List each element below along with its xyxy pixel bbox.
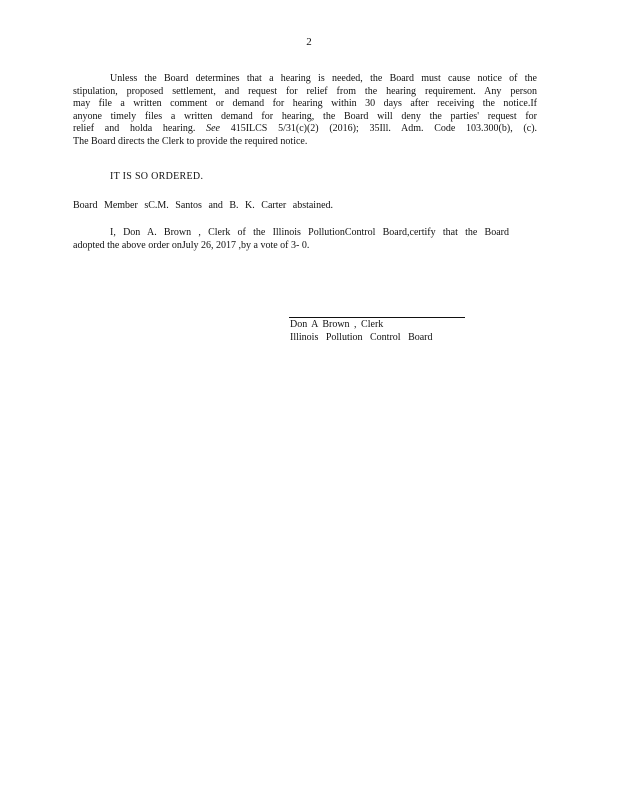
notice-line-4: anyone timely files a written demand for hearing, the Board will deny the parties' request for: [73, 110, 537, 122]
see-citation-signal: See: [206, 123, 220, 135]
notice-paragraph: [73, 73, 537, 149]
notice-line-5: [73, 123, 537, 136]
page-number: 2: [306, 36, 312, 48]
notice-line-1: Unless the Board determines that a hearing is needed, the Board must cause notice of the: [110, 73, 537, 84]
notice-line-6: The Board directs the Clerk to provide the required notice.: [73, 135, 308, 147]
abstention-statement: Board Member sC.M. Santos and B. K. Carter abstained.: [73, 200, 334, 211]
certification-line-2: adopted the above order onJuly 26, 2017 ,by a vote of 3- 0.: [73, 239, 310, 251]
certification-line-1: I, Don A. Brown , Clerk of the Illinois PollutionControl Board,certify that the Board: [110, 227, 509, 238]
signatory-name: Don A Brown , Clerk: [290, 319, 384, 330]
signatory-organization: Illinois Pollution Control Board: [290, 332, 433, 343]
citation-text: 415ILCS 5/31(c)(2) (2016); 35Ill. Adm. Code 103.300(b), (c).: [230, 123, 538, 135]
signature-line: [289, 317, 465, 318]
clerk-certification: [73, 227, 509, 252]
ordered-statement: IT IS SO ORDERED.: [110, 171, 204, 182]
notice-line-3: may file a written comment or demand for hearing within 30 days after receiving the notice.If: [73, 98, 537, 110]
notice-line-2: stipulation, proposed settlement, and request for relief from the hearing requirement. Any person: [73, 85, 537, 97]
notice-line-5-text: relief and holda hearing.: [73, 123, 196, 135]
